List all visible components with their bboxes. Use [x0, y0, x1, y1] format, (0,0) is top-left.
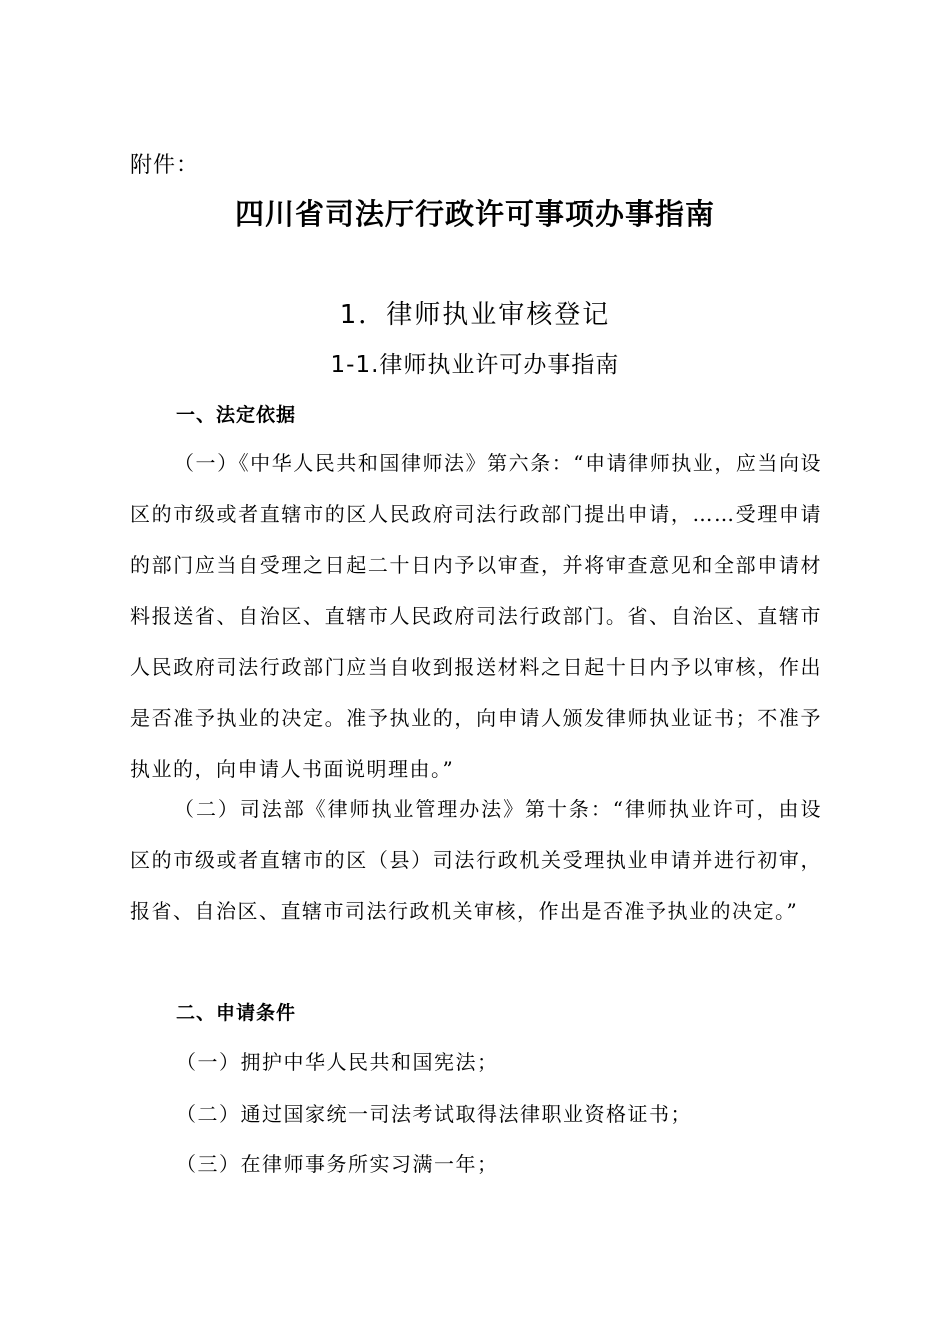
section-heading: 1．律师执业审核登记	[339, 300, 611, 330]
condition-item-2: （二）通过国家统一司法考试取得法律职业资格证书；	[176, 1102, 692, 1126]
legal-basis-paragraph-2: （二）司法部《律师执业管理办法》第十条：“律师执业许可，由设区的市级或者直辖市的区（县）司法行政机关受理执业申请并进行初审，报省、自治区、直辖市司法行政机关审核，作出是否准予执业的决定。”	[130, 797, 822, 923]
condition-item-1: （一）拥护中华人民共和国宪法；	[176, 1050, 499, 1074]
document-title: 四川省司法厅行政许可事项办事指南	[234, 197, 715, 231]
section-subheading: 1-1.律师执业许可办事指南	[330, 352, 620, 378]
attachment-label: 附件：	[130, 153, 200, 178]
conditions-heading: 二、申请条件	[176, 1002, 297, 1024]
condition-item-3: （三）在律师事务所实习满一年；	[176, 1152, 499, 1176]
legal-basis-heading: 一、法定依据	[176, 404, 297, 426]
legal-basis-paragraph-1: （一）《中华人民共和国律师法》第六条：“申请律师执业，应当向设区的市级或者直辖市的区人民政府司法行政部门提出申请，……受理申请的部门应当自受理之日起二十日内予以审查，并将审查意见和全部申请材料报送省、自治区、直辖市人民政府司法行政部门。省、自治区、直辖市人民政府司法行政部门应当自收到报送材料之日起十日内予以审核，作出是否准予执业的决定。准予执业的，向申请人颁发律师执业证书；不准予执业的，向申请人书面说明理由。”	[130, 451, 822, 781]
